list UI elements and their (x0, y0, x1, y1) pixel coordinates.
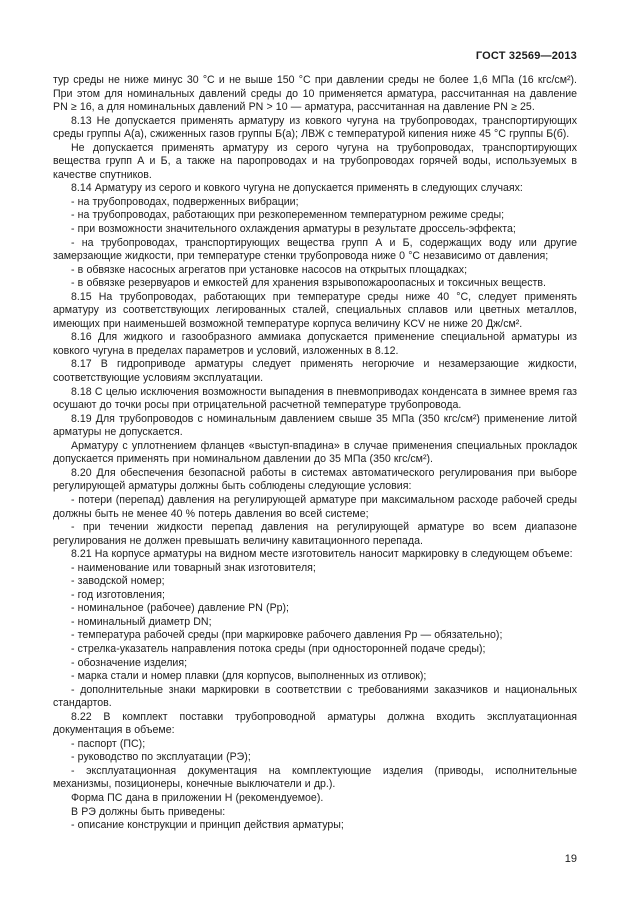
paragraph: - при возможности значительного охлаждения арматуры в результате дроссель-эффекта; (71, 223, 516, 236)
paragraph: 8.21 На корпусе арматуры на видном месте изготовитель наносит маркировку в следующем объеме: (71, 548, 573, 561)
paragraph: 8.16 Для жидкого и газообразного аммиака допускается применение специальной арматуры из ковкого чугуна в пределах параметров и условий, изложенных в 8.12. (53, 331, 577, 357)
paragraph: - описание конструкции и принцип действия арматуры; (71, 819, 344, 832)
paragraph: - на трубопроводах, подверженных вибрации; (71, 195, 299, 208)
paragraph: - наименование или товарный знак изготовителя; (71, 561, 316, 574)
document-header (53, 50, 577, 62)
paragraph: Форма ПС дана в приложении Н (рекомендуемое). (71, 791, 324, 804)
paragraph: 8.19 Для трубопроводов с номинальным давлением свыше 35 МПа (350 кгс/см²) применение литой арматуры не допускается. (53, 412, 577, 439)
paragraph: - стрелка-указатель направления потока среды (при односторонней подаче среды); (71, 642, 486, 655)
paragraph: - заводской номер; (71, 575, 165, 588)
paragraph: - номинальное (рабочее) давление PN (Pр); (71, 602, 289, 615)
paragraph: В РЭ должны быть приведены: (71, 805, 226, 818)
paragraph: 8.22 В комплект поставки трубопроводной арматуры должна входить эксплуатационная документация в объеме: (53, 710, 577, 737)
paragraph: - при течении жидкости перепад давления на регулирующей арматуре во всем диапазоне регулирования не должен превышать величину кавитационного перепада. (53, 521, 577, 547)
paragraph: - руководство по эксплуатации (РЭ); (71, 751, 251, 764)
page-footer (565, 853, 577, 865)
paragraph: 8.17 В гидроприводе арматуры следует применять негорючие и незамерзающие жидкости, соответствующие условиям эксплуатации. (53, 358, 577, 385)
document-body (53, 74, 577, 833)
paragraph: - на трубопроводах, транспортирующих вещества групп А и Б, содержащих воду или другие замерзающие жидкости, при температуре стенки трубопровода ниже 0 °С независимо от давления; (53, 236, 577, 263)
paragraph: Не допускается применять арматуру из серого чугуна на трубопроводах, транспортирующих вещества групп А и Б, а также на паропроводах и на трубопроводах горячей воды, используемых в качестве спутников. (53, 141, 577, 181)
document-title: ГОСТ 32569—2013 (475, 50, 577, 62)
paragraph: 8.13 Не допускается применять арматуру из ковкого чугуна на трубопроводах, транспортирующих среды группы А(а), сжиженных газов группы Б(а); ЛВЖ с температурой кипения ниже 45 °С группы Б(б). (53, 114, 577, 141)
paragraph: Арматуру с уплотнением фланцев «выступ-впадина» в случае применения специальных прокладок допускается применять при номинальном давлении до 35 МПа (350 кгс/см²). (53, 439, 577, 466)
paragraph: - потери (перепад) давления на регулирующей арматуре при максимальном расходе рабочей среды должны быть не менее 40 % потерь давления во всей системе; (53, 493, 577, 520)
paragraph: - год изготовления; (71, 588, 165, 601)
paragraph: - в обвязке резервуаров и емкостей для хранения взрывопожароопасных и токсичных веществ. (71, 277, 546, 290)
paragraph: - в обвязке насосных агрегатов при установке насосов на открытых площадках; (71, 263, 468, 276)
paragraph: - номинальный диаметр DN; (71, 615, 212, 628)
paragraph: 8.18 С целью исключения возможности выпадения в пневмоприводах конденсата в зимнее время газ осушают до точки росы при отрицательной расчетной температуре трубопровода. (53, 385, 577, 412)
paragraph: 8.15 На трубопроводах, работающих при температуре среды ниже 40 °С, следует применять арматуру из соответствующих легированных сталей, специальных сплавов или цветных металлов, имеющих при наименьшей возможной температуре корпуса величину KCV не ниже 20 Дж/см². (53, 290, 577, 330)
paragraph: 8.14 Арматуру из серого и ковкого чугуна не допускается применять в следующих случаях: (71, 182, 523, 195)
paragraph: - марка стали и номер плавки (для корпусов, выполненных из отливок); (71, 670, 427, 683)
paragraph: - эксплуатационная документация на комплектующие изделия (приводы, исполнительные механизмы, позиционеры, конечные выключатели и др.). (53, 764, 577, 791)
paragraph: тур среды не ниже минус 30 °С и не выше 150 °С при давлении среды не более 1,6 МПа (16 кгс/см²). При этом для номинальных давлений среды до 10 применяется арматура, рассчитанная на давление PN ≥ 16, а для номинальных давлений PN > 10 — арматура, рассчитанная на давление PN ≥ 25. (53, 74, 577, 114)
paragraph: 8.20 Для обеспечения безопасной работы в системах автоматического регулирования при выборе регулирующей арматуры должны быть соблюдены следующие условия: (53, 466, 577, 493)
page-number: 19 (564, 853, 577, 865)
paragraph: - обозначение изделия; (71, 656, 188, 669)
paragraph: - паспорт (ПС); (71, 737, 146, 750)
paragraph: - дополнительные знаки маркировки в соответствии с требованиями заказчиков и национальных стандартов. (53, 683, 577, 710)
paragraph: - на трубопроводах, работающих при резкопеременном температурном режиме среды; (71, 209, 505, 222)
paragraph: - температура рабочей среды (при маркировке рабочего давления Pр — обязательно); (71, 629, 503, 642)
